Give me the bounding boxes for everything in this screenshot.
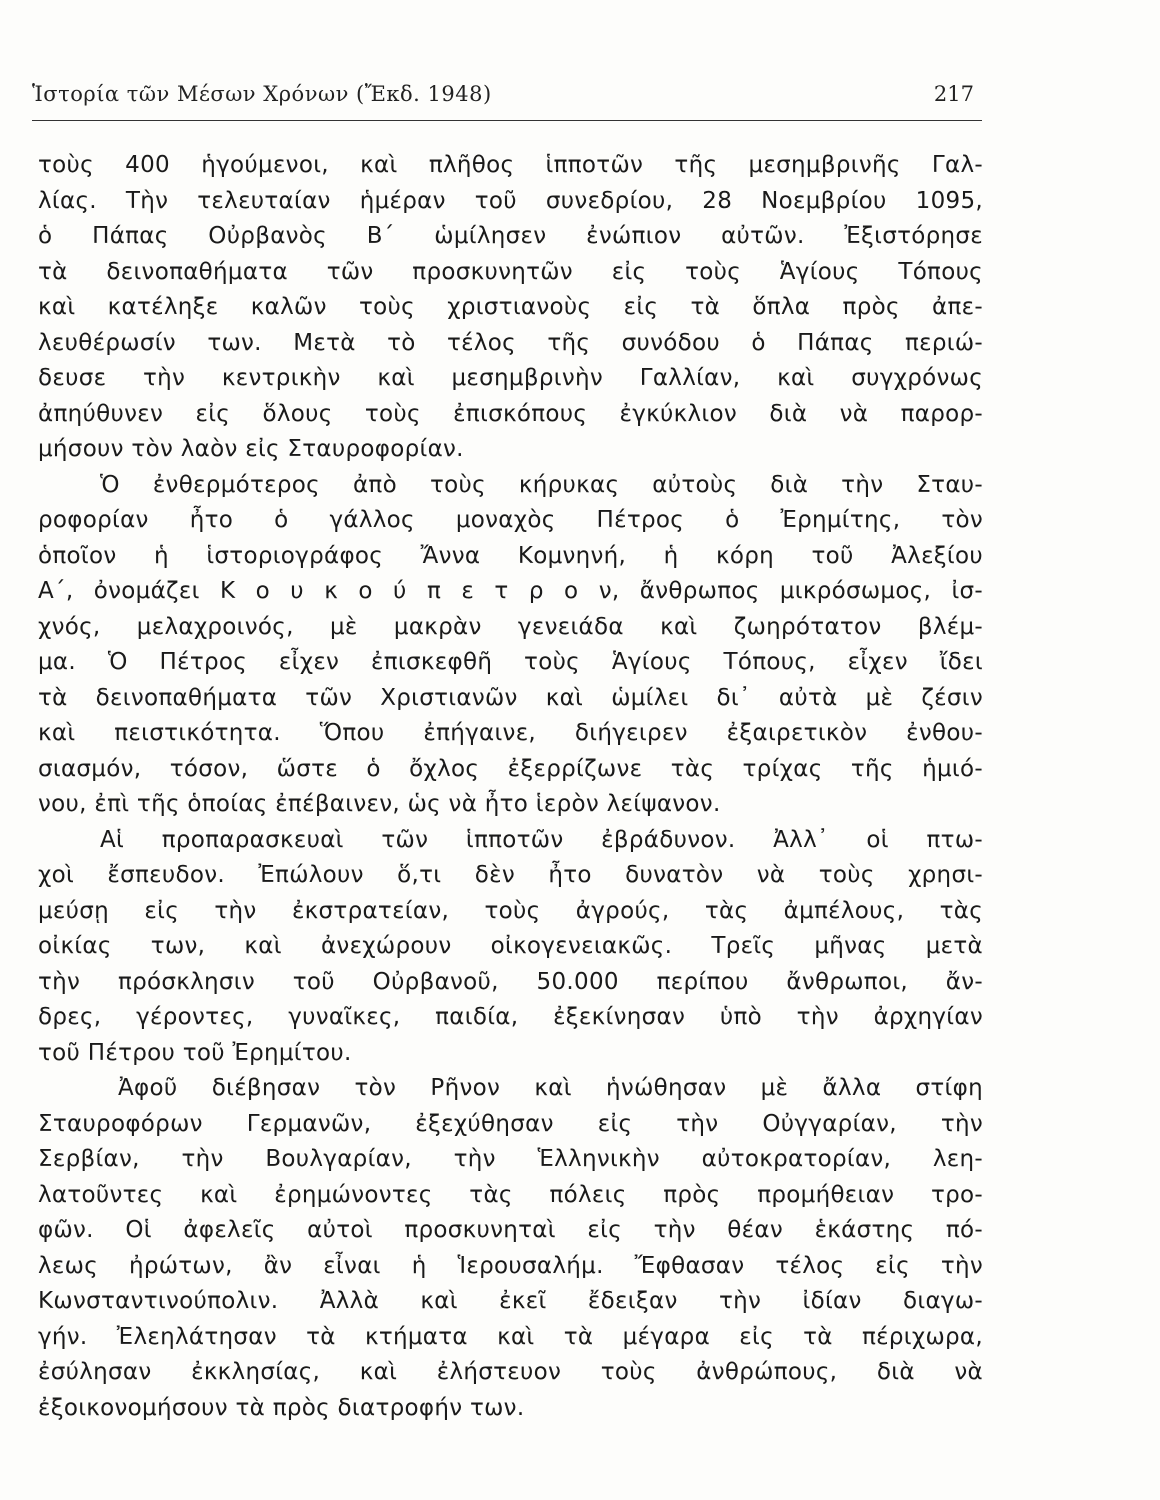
text-line: ὁποῖον ἡ ἱστοριογράφος Ἄννα Κομνηνή, ἡ κόρη τοῦ Ἀλεξίου — [38, 542, 983, 569]
text-line: Σερβίαν, τὴν Βουλγαρίαν, τὴν Ἑλληνικὴν αὐτοκρατορίαν, λεη- — [38, 1146, 983, 1172]
page-number: 217 — [933, 82, 974, 106]
text-line: ἐξοικονομήσουν τὰ πρὸς διατροφήν των. — [38, 1394, 525, 1421]
text-line: τὰ δεινοπαθήματα τῶν Χριστιανῶν καὶ ὡμίλει δι᾿ αὐτὰ μὲ ζέσιν — [38, 684, 983, 711]
text-line: μεύσῃ εἰς τὴν ἐκστρατείαν, τοὺς ἀγρούς, τὰς ἀμπέλους, τὰς — [38, 897, 983, 924]
header-rule — [32, 120, 982, 121]
text-line: τὰ δεινοπαθήματα τῶν προσκυνητῶν εἰς τοὺς Ἁγίους Τόπους — [38, 258, 983, 285]
text-line: λατοῦντες καὶ ἐρημώνοντες τὰς πόλεις πρὸς προμήθειαν τρο- — [38, 1181, 983, 1208]
text-line: γήν. Ἐλεηλάτησαν τὰ κτήματα καὶ τὰ μέγαρα εἰς τὰ πέριχωρα, — [38, 1323, 983, 1350]
text-line: καὶ πειστικότητα. Ὅπου ἐπήγαινε, διήγειρεν ἐξαιρετικὸν ἐνθου- — [38, 720, 983, 746]
text-line: μήσουν τὸν λαὸν εἰς Σταυροφορίαν. — [38, 436, 464, 462]
paragraph-start-line: Ἀφοῦ διέβησαν τὸν Ρῆνον καὶ ἡνώθησαν μὲ ἄλλα στίφη — [118, 1075, 983, 1101]
text-line: νου, ἐπὶ τῆς ὁποίας ἐπέβαινεν, ὡς νὰ ἦτο ἱερὸν λείψανον. — [38, 791, 721, 817]
text-line: δευσε τὴν κεντρικὴν καὶ μεσημβρινὴν Γαλλίαν, καὶ συγχρόνως — [38, 365, 983, 391]
text-line: ροφορίαν ἦτο ὁ γάλλος μοναχὸς Πέτρος ὁ Ἐρημίτης, τὸν — [38, 507, 983, 533]
text-line: τοῦ Πέτρου τοῦ Ἐρημίτου. — [38, 1039, 352, 1066]
text-line: χοὶ ἔσπευδον. Ἐπώλουν ὅ,τι δὲν ἦτο δυνατὸν νὰ τοὺς χρησι- — [38, 862, 983, 888]
text-line: οἰκίας των, καὶ ἀνεχώρουν οἰκογενειακῶς. Τρεῖς μῆνας μετὰ — [38, 933, 983, 959]
body-text — [38, 148, 983, 1426]
text-line: τὴν πρόσκλησιν τοῦ Οὐρβανοῦ, 50.000 περίπου ἄνθρωποι, ἄν- — [38, 968, 983, 995]
text-line: λευθέρωσίν των. Μετὰ τὸ τέλος τῆς συνόδου ὁ Πάπας περιώ- — [38, 329, 983, 356]
text-line: ὁ Πάπας Οὐρβανὸς Β΄ ὡμίλησεν ἐνώπιον αὐτῶν. Ἐξιστόρησε — [38, 223, 983, 249]
text-line: λίας. Τὴν τελευταίαν ἡμέραν τοῦ συνεδρίου, 28 Νοεμβρίου 1095, — [38, 187, 983, 214]
paragraph-start-line: Ὁ ἐνθερμότερος ἀπὸ τοὺς κήρυκας αὐτοὺς διὰ τὴν Σταυ- — [100, 471, 983, 498]
text-line: μα. Ὁ Πέτρος εἶχεν ἐπισκεφθῆ τοὺς Ἁγίους Τόπους, εἶχεν ἴδει — [38, 649, 983, 675]
text-line: ἐσύλησαν ἐκκλησίας, καὶ ἐλήστευον τοὺς ἀνθρώπους, διὰ νὰ — [38, 1359, 983, 1385]
running-title: Ἱστορία τῶν Μέσων Χρόνων (Ἔκδ. 1948) — [32, 82, 492, 106]
text-line: τοὺς 400 ἡγούμενοι, καὶ πλῆθος ἱπποτῶν τῆς μεσημβρινῆς Γαλ- — [38, 152, 983, 178]
running-head — [32, 82, 982, 112]
text-line: χνός, μελαχροινός, μὲ μακρὰν γενειάδα καὶ ζωηρότατον βλέμ- — [38, 613, 983, 640]
text-line: Σταυροφόρων Γερμανῶν, ἐξεχύθησαν εἰς τὴν Οὐγγαρίαν, τὴν — [38, 1110, 983, 1137]
text-line: Α΄, ὀνομάζει Κ ο υ κ ο ύ π ε τ ρ ο ν, ἄνθρωπος μικρόσωμος, ἰσ- — [38, 578, 983, 604]
text-line: δρες, γέροντες, γυναῖκες, παιδία, ἐξεκίνησαν ὑπὸ τὴν ἀρχηγίαν — [38, 1004, 983, 1030]
paragraph-start-line: Αἱ προπαρασκευαὶ τῶν ἱπποτῶν ἐβράδυνον. Ἀλλ᾿ οἱ πτω- — [100, 826, 983, 853]
text-line: λεως ἠρώτων, ἂν εἶναι ἡ Ἱερουσαλήμ. Ἔφθασαν τέλος εἰς τὴν — [38, 1252, 983, 1279]
text-line: σιασμόν, τόσον, ὥστε ὁ ὄχλος ἐξερρίζωνε τὰς τρίχας τῆς ἡμιό- — [38, 755, 983, 782]
text-line: φῶν. Οἱ ἀφελεῖς αὐτοὶ προσκυνηταὶ εἰς τὴν θέαν ἑκάστης πό- — [38, 1217, 983, 1243]
text-line: καὶ κατέληξε καλῶν τοὺς χριστιανοὺς εἰς τὰ ὅπλα πρὸς ἀπε- — [38, 294, 983, 320]
text-line: ἀπηύθυνεν εἰς ὅλους τοὺς ἐπισκόπους ἐγκύκλιον διὰ νὰ παρορ- — [38, 400, 983, 427]
text-line: Κωνσταντινούπολιν. Ἀλλὰ καὶ ἐκεῖ ἔδειξαν τὴν ἰδίαν διαγω- — [38, 1288, 983, 1314]
